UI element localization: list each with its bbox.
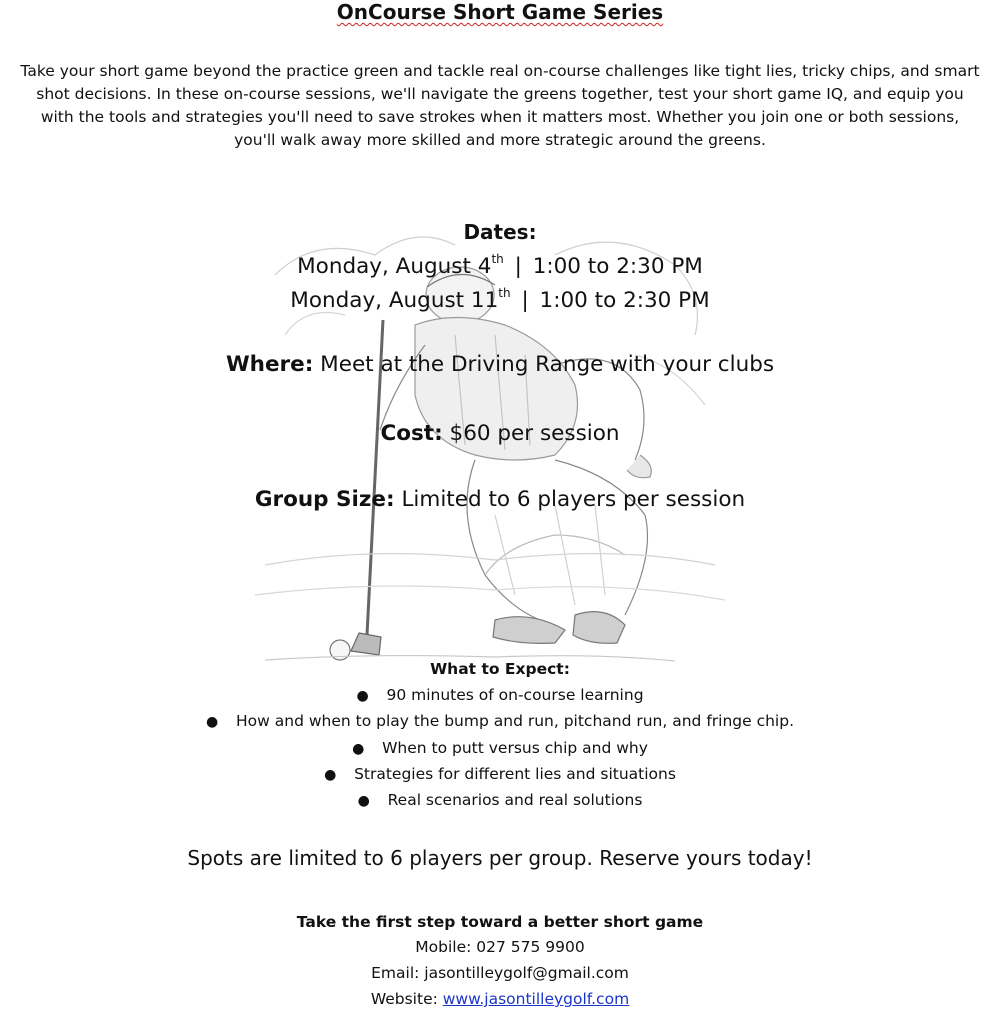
expect-list-item [0, 686, 1000, 704]
cost-line [0, 421, 1000, 446]
flyer-title [0, 0, 1000, 24]
expect-item-text: Strategies for different lies and situations [354, 765, 676, 783]
bullet-icon: ● [357, 793, 370, 809]
cost-label: Cost: [380, 421, 443, 446]
expect-item-text: 90 minutes of on-course learning [386, 686, 644, 704]
expect-list-item [0, 712, 1000, 730]
call-to-action: Take the first step toward a better short game [296, 913, 704, 931]
date-separator: | [521, 288, 529, 313]
date-time: 1:00 to 2:30 PM [539, 288, 710, 313]
website-label: Website: [370, 990, 443, 1008]
group-size-line [0, 487, 1000, 512]
bullet-icon: ● [206, 714, 219, 730]
intro-paragraph: Take your short game beyond the practice green and tackle real on-course challenges like tight lies, tricky chips, and smart shot decisions. In these on-course sessions, we'll navigate the greens together, test your short game IQ, and equip you with the tools and strategies you'll need to save strokes when it matters most. Whether you join one or both sessions, you'll walk away more skilled and more strategic around the greens. [20, 62, 980, 149]
date-separator: | [514, 254, 522, 279]
group-size-label: Group Size: [254, 487, 395, 512]
expect-list-item [0, 739, 1000, 757]
bullet-icon: ● [352, 741, 365, 757]
date-suffix: th [498, 286, 511, 300]
date-line-1 [0, 252, 1000, 279]
expect-list-item [0, 765, 1000, 783]
bullet-icon: ● [356, 688, 369, 704]
where-line [0, 352, 1000, 377]
date-day: Monday, August 4 [297, 254, 492, 279]
spots-limited-text: Spots are limited to 6 players per group. Reserve yours today! [187, 846, 813, 870]
what-to-expect-heading: What to Expect: [430, 660, 570, 678]
title-text: OnCourse Short Game Series [336, 0, 664, 24]
website-link[interactable]: www.jasontilleygolf.com [442, 990, 630, 1008]
contact-email: Email: jasontilleygolf@gmail.com [371, 964, 629, 982]
cost-value: $60 per session [449, 421, 620, 446]
contact-website [0, 990, 1000, 1008]
expect-item-text: When to putt versus chip and why [382, 739, 648, 757]
where-value: Meet at the Driving Range with your clubs [320, 352, 775, 377]
dates-heading: Dates: [463, 220, 537, 244]
expect-item-text: Real scenarios and real solutions [387, 791, 643, 809]
date-day: Monday, August 11 [290, 288, 499, 313]
where-label: Where: [225, 352, 314, 377]
bullet-icon: ● [324, 767, 337, 783]
date-line-2 [0, 286, 1000, 313]
expect-list-item [0, 791, 1000, 809]
date-suffix: th [491, 252, 504, 266]
expect-item-text: How and when to play the bump and run, pitchand run, and fringe chip. [236, 712, 794, 730]
group-size-value: Limited to 6 players per session [401, 487, 746, 512]
contact-mobile: Mobile: 027 575 9900 [415, 938, 585, 956]
date-time: 1:00 to 2:30 PM [532, 254, 703, 279]
